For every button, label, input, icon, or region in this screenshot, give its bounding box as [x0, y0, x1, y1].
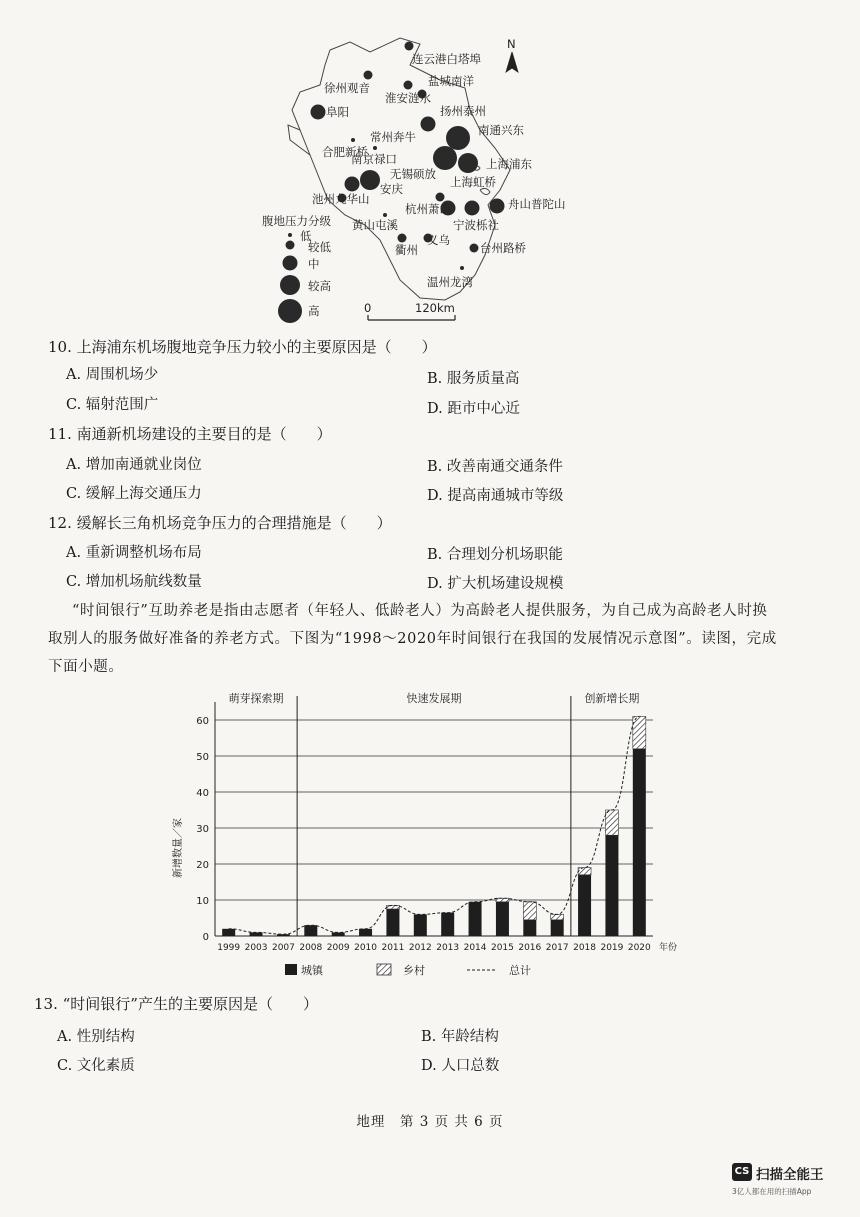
airport-marker — [364, 71, 373, 80]
scanner-tagline: 3亿人都在用的扫描App — [732, 1187, 812, 1196]
legend-level: 较低 — [308, 240, 331, 254]
option-b[interactable]: B. 服务质量高 — [427, 371, 520, 387]
option-c[interactable]: C. 辐射范围广 — [66, 397, 159, 413]
option-a[interactable]: A. 周围机场少 — [66, 367, 159, 383]
passage-line-2: 取别人的服务做好准备的养老方式。下图为“1998～2020年时间银行在我国的发展情况示意图”。读图，完成 — [48, 631, 777, 647]
airport-marker — [490, 199, 505, 214]
phase-label: 快速发展期 — [406, 692, 462, 705]
airport-label: 衢州 — [395, 243, 418, 257]
legend-urban-label: 城镇 — [301, 964, 323, 977]
airport-label: 台州路桥 — [480, 241, 526, 255]
airport-marker — [404, 81, 413, 90]
airport-label: 淮安涟水 — [385, 91, 431, 105]
chart-legend — [285, 963, 531, 977]
airport-marker — [373, 146, 377, 150]
y-tick-label: 30 — [196, 824, 209, 835]
bar-rural — [523, 902, 536, 920]
airport-marker — [345, 177, 360, 192]
x-tick-label: 2013 — [436, 943, 460, 953]
yangtze-delta-airport-map — [250, 30, 600, 330]
x-tick-label: 2019 — [600, 943, 624, 953]
north-label: N — [507, 37, 516, 51]
option-a[interactable]: A. 增加南通就业岗位 — [66, 457, 202, 473]
airport-label: 徐州观音 — [324, 81, 370, 95]
x-tick-label: 2008 — [299, 943, 323, 953]
bar-urban — [332, 932, 345, 936]
airport-marker — [460, 266, 464, 270]
airport-label: 无锡硕放 — [390, 167, 436, 181]
x-tick-label: 2018 — [573, 943, 597, 953]
bar-urban — [578, 875, 591, 936]
option-b[interactable]: B. 合理划分机场职能 — [427, 547, 563, 563]
legend-level: 低 — [300, 229, 312, 243]
airport-label: 池州九华山 — [312, 192, 370, 206]
airport-marker — [470, 244, 479, 253]
option-d[interactable]: D. 人口总数 — [421, 1058, 500, 1074]
bar-rural — [551, 914, 564, 919]
x-tick-label: 2009 — [326, 943, 350, 953]
airport-marker — [421, 117, 436, 132]
option-b[interactable]: B. 改善南通交通条件 — [427, 459, 563, 475]
bar-urban — [551, 920, 564, 936]
bar-urban — [496, 902, 509, 936]
map-legend — [262, 214, 331, 323]
bar-urban — [359, 929, 372, 936]
bar-urban — [304, 925, 317, 936]
airport-label: 舟山普陀山 — [508, 197, 566, 211]
passage-line-1: “时间银行”互助养老是指由志愿者（年轻人、低龄老人）为高龄老人提供服务，为自己成为高龄老人时换 — [72, 603, 768, 619]
time-bank-chart — [165, 688, 678, 988]
x-tick-label: 1999 — [217, 943, 241, 953]
x-axis-unit: 年份 — [659, 943, 678, 953]
x-tick-label: 2003 — [244, 943, 268, 953]
legend-level: 较高 — [308, 279, 331, 293]
airport-label: 合肥新桥 — [322, 145, 368, 159]
airport-marker — [360, 170, 380, 190]
scale-bar — [364, 301, 455, 320]
page-footer: 地理 第 3 页 共 6 页 — [356, 1114, 504, 1130]
bar-rural — [386, 905, 399, 909]
option-d[interactable]: D. 提高南通城市等级 — [427, 488, 564, 504]
y-tick-label: 0 — [202, 932, 209, 943]
bar-rural — [633, 716, 646, 748]
y-tick-label: 60 — [196, 716, 209, 727]
legend-rural-label: 乡村 — [403, 964, 425, 977]
scanner-app-name: 扫描全能王 — [756, 1167, 824, 1183]
option-b[interactable]: B. 年龄结构 — [421, 1029, 499, 1045]
bar-urban — [523, 920, 536, 936]
airport-label: 阜阳 — [326, 105, 349, 119]
bar-urban — [469, 902, 482, 936]
scanner-logo-icon: CS — [732, 1163, 752, 1181]
bar-urban — [414, 914, 427, 936]
legend-title: 腹地压力分级 — [262, 214, 331, 228]
y-axis-label: 新增数量／家 — [173, 818, 184, 878]
airport-marker — [436, 193, 445, 202]
airport-label: 常州奔牛 — [370, 130, 416, 144]
airport-label: 温州龙湾 — [427, 275, 473, 289]
airport-marker — [465, 201, 480, 216]
airport-label: 南京禄口 — [351, 152, 397, 166]
y-tick-label: 50 — [196, 752, 209, 763]
airport-marker — [433, 146, 457, 170]
x-tick-label: 2015 — [490, 943, 514, 953]
bar-urban — [386, 909, 399, 936]
x-tick-label: 2014 — [463, 943, 487, 953]
legend-urban-swatch — [285, 964, 297, 975]
x-tick-label: 2017 — [545, 943, 569, 953]
airport-marker — [446, 126, 470, 150]
legend-level: 高 — [308, 304, 320, 318]
airport-marker — [405, 42, 414, 51]
option-d[interactable]: D. 扩大机场建设规模 — [427, 576, 564, 592]
y-tick-label: 20 — [196, 860, 209, 871]
x-tick-label: 2007 — [271, 943, 295, 953]
phase-label: 创新增长期 — [584, 692, 640, 705]
x-tick-label: 2010 — [354, 943, 378, 953]
airport-marker — [383, 213, 387, 217]
option-d[interactable]: D. 距市中心近 — [427, 401, 520, 417]
airport-label: 南通兴东 — [478, 123, 524, 137]
airport-label: 上海虹桥 — [450, 175, 496, 189]
airport-label: 宁波栎社 — [453, 218, 499, 232]
airport-label: 黄山屯溪 — [352, 218, 398, 232]
airport-label: 杭州萧山 — [405, 202, 451, 216]
passage-line-3: 下面小题。 — [48, 659, 124, 675]
total-line — [229, 716, 640, 934]
question-11-stem: 11. 南通新机场建设的主要目的是（ ） — [48, 425, 332, 443]
bar-urban — [605, 835, 618, 936]
airport-marker — [351, 138, 355, 142]
airport-label: 连云港白塔埠 — [412, 52, 481, 66]
airport-label: 扬州泰州 — [440, 104, 486, 118]
legend-total-label: 总计 — [509, 964, 531, 977]
y-tick-label: 10 — [196, 896, 209, 907]
airport-label: 上海浦东 — [486, 157, 532, 171]
question-10-stem: 10. 上海浦东机场腹地竞争压力较小的主要原因是（ ） — [48, 338, 437, 356]
x-tick-label: 2020 — [627, 943, 651, 953]
legend-rural-swatch — [377, 964, 391, 975]
question-12-stem: 12. 缓解长三角机场竞争压力的合理措施是（ ） — [48, 514, 392, 532]
north-arrow-icon — [506, 37, 518, 72]
phase-label: 萌芽探索期 — [228, 692, 284, 705]
x-tick-label: 2011 — [381, 943, 405, 953]
airport-label: 义乌 — [427, 233, 450, 247]
question-13-stem: 13. “时间银行”产生的主要原因是（ ） — [34, 995, 318, 1013]
option-c[interactable]: C. 缓解上海交通压力 — [66, 486, 202, 502]
option-c[interactable]: C. 文化素质 — [57, 1058, 135, 1074]
option-a[interactable]: A. 重新调整机场布局 — [66, 545, 202, 561]
bar-rural — [605, 810, 618, 835]
bar-urban — [222, 929, 235, 936]
x-tick-label: 2016 — [518, 943, 542, 953]
bar-urban — [633, 749, 646, 936]
legend-level: 中 — [308, 257, 320, 271]
airport-marker — [458, 153, 478, 173]
airport-marker — [311, 105, 326, 120]
y-tick-label: 40 — [196, 788, 209, 799]
x-tick-label: 2012 — [408, 943, 432, 953]
option-a[interactable]: A. 性别结构 — [57, 1029, 135, 1045]
bar-urban — [441, 913, 454, 936]
airport-label: 安庆 — [380, 182, 403, 196]
option-c[interactable]: C. 增加机场航线数量 — [66, 574, 202, 590]
airport-marker — [398, 234, 407, 243]
airport-label: 盐城南洋 — [428, 74, 474, 88]
scale-start: 0 — [364, 301, 372, 315]
bar-rural — [578, 868, 591, 875]
scale-end: 120km — [415, 301, 455, 315]
